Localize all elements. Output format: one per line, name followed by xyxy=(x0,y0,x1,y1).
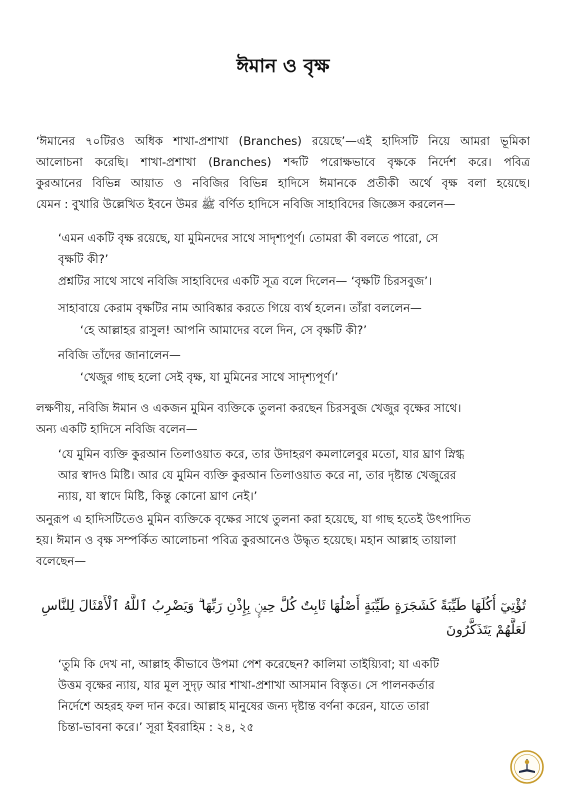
arabic-verse-line: تُؤْتِيٓ أُكُلَهَا طَيِّبَةً كَشَجَرَةٍ طَيِّبَةٍ أَصْلُهَا ثَابِتٌ كُلَّ حِينٍۭ بِإِذْنِ رَبِّهَا ۗ وَيَضْرِبُ ٱللَّهُ ٱلْأَمْثَالَ لِلنَّاسِ xyxy=(41,598,526,614)
quote-line: চিন্তা-ভাবনা করে।’ সূরা ইবরাহিম : ২৪, ২৫ xyxy=(58,720,255,734)
quote-line: বৃক্ষটি কী?’ xyxy=(58,252,109,266)
date-palm-quote: ‘খেজুর গাছ হলো সেই বৃক্ষ, যা মুমিনের সাথে সাদৃশ্যপূর্ণ।’ xyxy=(80,370,339,384)
quote-line: ‘এমন একটি বৃক্ষ রয়েছে, যা মুমিনদের সাথে সাদৃশ্যপূর্ণ। তোমরা কী বলতে পারো, সে xyxy=(58,231,439,245)
paragraph-line: ‘ঈমানের ৭০টিরও অধিক শাখা-প্রশাখা (Branches) রয়েছে’—এই হাদিসটি নিয়ে আমরা ভূমিকা xyxy=(36,134,530,148)
quote-line: আর স্বাদও মিষ্টি। আর যে মুমিন ব্যক্তি কুরআন তিলাওয়াত করে না, তার দৃষ্টান্ত খেজুরের xyxy=(58,468,457,482)
comparison-paragraph xyxy=(36,398,530,440)
book-emblem-icon xyxy=(510,750,544,784)
quote-line: উত্তম বৃক্ষের ন্যায়, যার মূল সুদৃঢ় আর শাখা-প্রশাখা আসমান বিস্তৃত। সে পালনকর্তার xyxy=(58,678,435,692)
paragraph-line: যেমন : বুখারি উল্লেখিত ইবনে উমর ﷺ বর্ণিত হাদিসে নবিজি সাহাবিদের জিজ্ঞেস করলেন— xyxy=(36,197,456,211)
prophet-informed-line: নবিজি তাঁদের জানালেন— xyxy=(58,348,181,362)
paragraph-line: আলোচনা করেছি। শাখা-প্রশাখা (Branches) শব্দটি পরোক্ষভাবে বৃক্ষকে নির্দেশ করে। পবিত্র xyxy=(36,155,530,169)
prophet-hint-line: প্রশ্নটির সাথে সাথে নবিজি সাহাবিদের একটি সূত্র বলে দিলেন— ‘বৃক্ষটি চিরসবুজ’। xyxy=(58,274,433,288)
verse-translation xyxy=(58,654,530,738)
hadith-quote-tree-question xyxy=(58,228,530,270)
paragraph-line: অনুরূপ এ হাদিসটিতেও মুমিন ব্যক্তিকে বৃক্ষের সাথে তুলনা করা হয়েছে, যা গাছ হতেই উৎপাদিত xyxy=(36,512,471,526)
quote-line: ন্যায়, যা স্বাদে মিষ্টি, কিন্তু কোনো ঘ্রাণ নেই।’ xyxy=(58,489,258,503)
page-title: ঈমান ও বৃক্ষ xyxy=(236,55,330,77)
quran-intro-paragraph xyxy=(36,509,530,572)
paragraph-line: কুরআনের বিভিন্ন আয়াত ও নবিজির বিভিন্ন হাদিসে ঈমানকে প্রতীকী অর্থে বৃক্ষ বলা হয়েছে। xyxy=(36,176,530,190)
intro-paragraph xyxy=(36,131,530,215)
paragraph-line: বলেছেন— xyxy=(36,554,86,568)
sahaba-response-line: সাহাবায়ে কেরাম বৃক্ষটির নাম আবিষ্কার করতে গিয়ে ব্যর্থ হলেন। তাঁরা বললেন— xyxy=(58,301,422,315)
paragraph-line: হয়। ঈমান ও বৃক্ষ সম্পর্কিত আলোচনা পবিত্র কুরআনেও উদ্ধৃত হয়েছে। মহান আল্লাহ তায়ালা xyxy=(36,533,457,547)
paragraph-line: লক্ষণীয়, নবিজি ঈমান ও একজন মুমিন ব্যক্তিকে তুলনা করছেন চিরসবুজ খেজুর বৃক্ষের সাথে। xyxy=(36,401,462,415)
arabic-verse-line: لَعَلَّهُمْ يَتَذَكَّرُونَ xyxy=(446,622,526,638)
hadith-quote-recitation xyxy=(58,444,530,507)
quote-line: ‘যে মুমিন ব্যক্তি কুরআন তিলাওয়াত করে, তার উদাহরণ কমলালেবুর মতো, যার ঘ্রাণ স্নিগ্ধ xyxy=(58,447,465,461)
arabic-verse xyxy=(36,594,526,642)
sahaba-quote: ‘হে আল্লাহর রাসুল! আপনি আমাদের বলে দিন, সে বৃক্ষটি কী?’ xyxy=(80,323,367,337)
paragraph-line: অন্য একটি হাদিসে নবিজি বলেন— xyxy=(36,422,198,436)
quote-line: ‘তুমি কি দেখ না, আল্লাহ কীভাবে উপমা পেশ করেছেন? কালিমা তাইয়্যিবা; যা একটি xyxy=(58,657,440,671)
quote-line: নির্দেশে অহরহ ফল দান করে। আল্লাহ মানুষের জন্য দৃষ্টান্ত বর্ণনা করেন, যাতে তারা xyxy=(58,699,430,713)
